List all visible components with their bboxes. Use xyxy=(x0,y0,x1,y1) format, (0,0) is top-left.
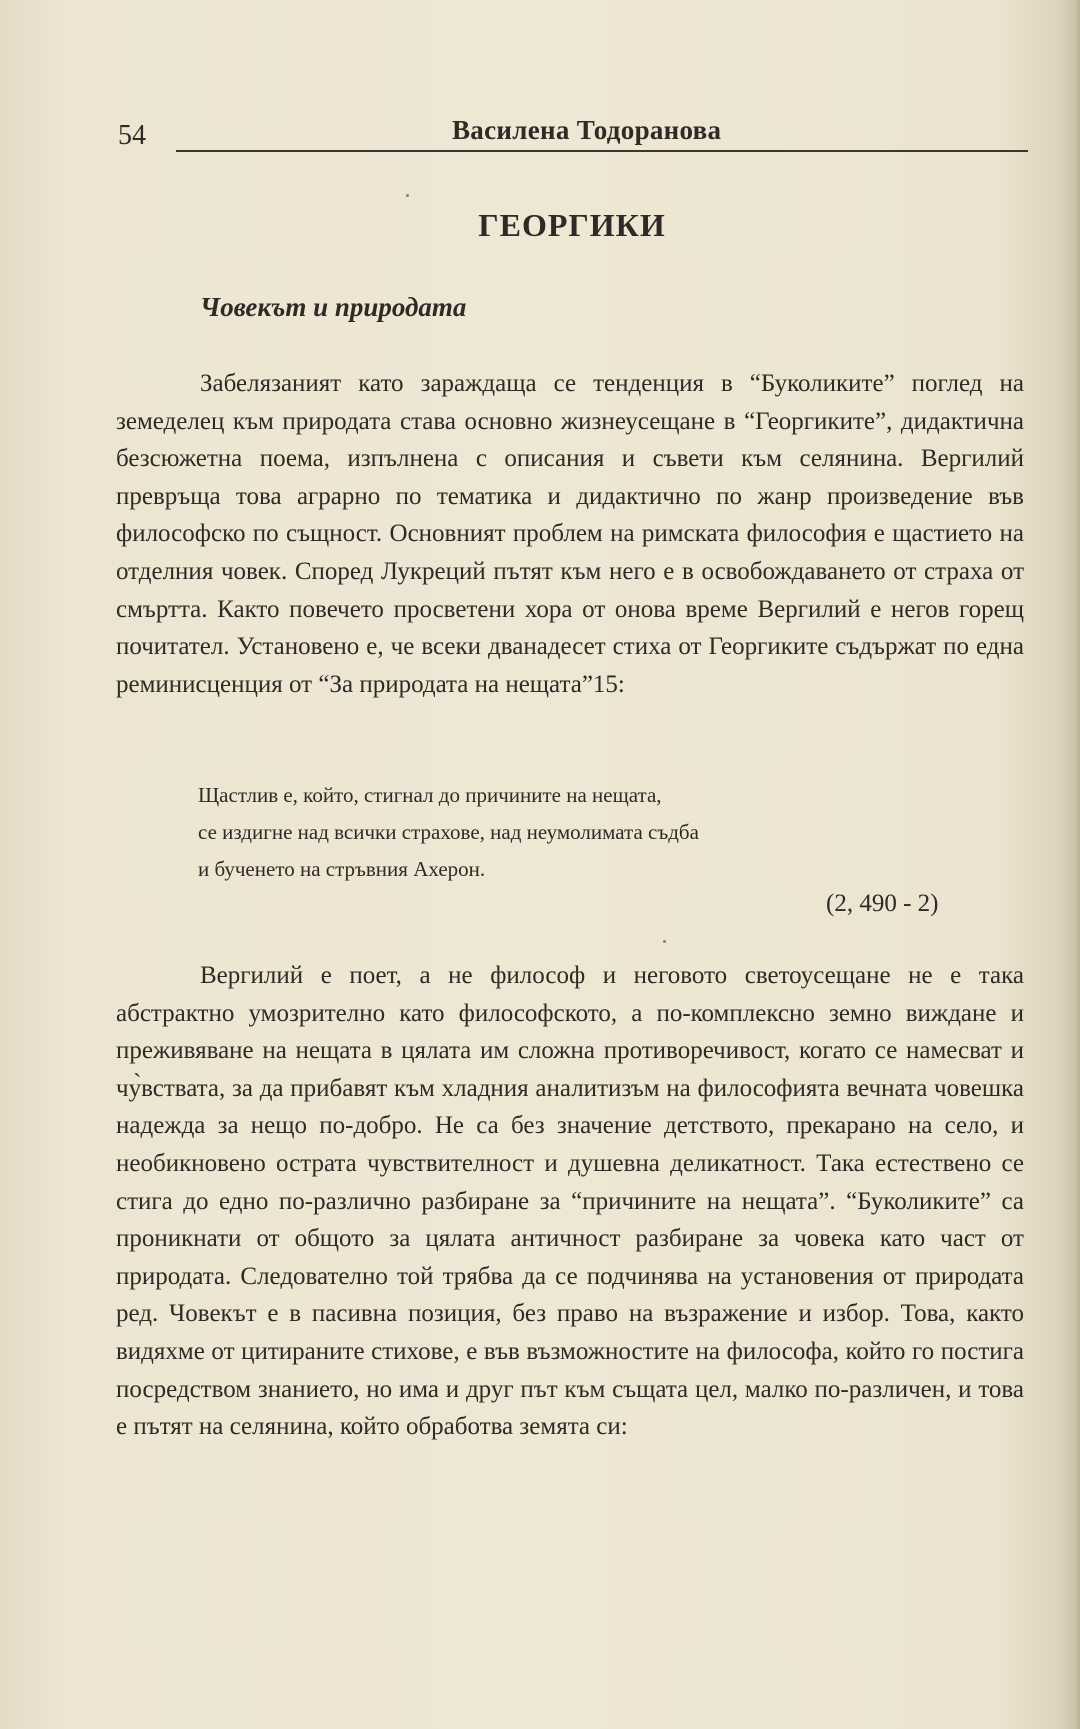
quote-citation: (2, 490 - 2) xyxy=(826,890,939,917)
header-rule xyxy=(176,150,1028,152)
verse-quote xyxy=(198,777,998,888)
quote-line-3: и бученето на стръвния Ахерон. xyxy=(198,857,486,881)
paper-speck xyxy=(663,940,666,943)
quote-line-1: Щастлив е, който, стигнал до причините на нещата, xyxy=(198,783,662,807)
chapter-title: ГЕОРГИКИ xyxy=(478,207,666,243)
page-number: 54 xyxy=(118,120,146,151)
running-head: Василена Тодоранова xyxy=(452,115,722,145)
page-header xyxy=(116,116,1028,156)
paper-speck xyxy=(406,194,409,197)
paragraph-1: Забелязаният като зараждаща се тенденция в “Буколиките” поглед на земеделец към природата става основно жизнеусещане в “Георгиките”, дидактична безсюжетна поема, изпълнена с описания и съвети към селянина. Вергилий превръща това аграрно по тематика и дидактично по жанр произведение във философско по същност. Основният проблем на римската философия е щастието на отделния човек. Според Лукреций пътят към него е в освобождаването от страха от смъртта. Както повечето просветени хора от онова време Вергилий е негов горещ почитател. Установено е, че всеки дванадесет стиха от Георгиките съдържат по една реминисценция от “За природата на нещата”15: xyxy=(116,370,1024,698)
section-subtitle: Човекът и природата xyxy=(200,292,467,322)
page-edge-shadow xyxy=(1066,0,1080,1729)
quote-line-2: се издигне над всички страхове, над неумолимата съдба xyxy=(198,820,699,844)
paragraph-2: Вергилий е поет, а не философ и неговото светоусещане не е така абстрактно умозрително като философското, а по-комплексно земно виждане и преживяване на нещата в цялата им сложна противоречивост, когато се намесват и чу̀вствата, за да прибавят към хладния аналитизъм на философията вечната човешка надежда за нещо по-добро. Не са без значение детството, прекарано на село, и необикновено острата чувствителност и душевна деликатност. Така естествено се стига до едно по-различно разбиране за “причините на нещата”. “Буколиките” са проникнати от общото за цялата античност разбиране за човека като част от природата. Следователно той трябва да се подчинява на установения от природата ред. Човекът е в пасивна позиция, без право на възражение и избор. Това, както видяхме от цитираните стихове, е във възможностите на философа, който го постига посредством знанието, но има и друг път към същата цел, малко по-различен, и това е пътят на селянина, който обработва земята си: xyxy=(116,962,1024,1441)
